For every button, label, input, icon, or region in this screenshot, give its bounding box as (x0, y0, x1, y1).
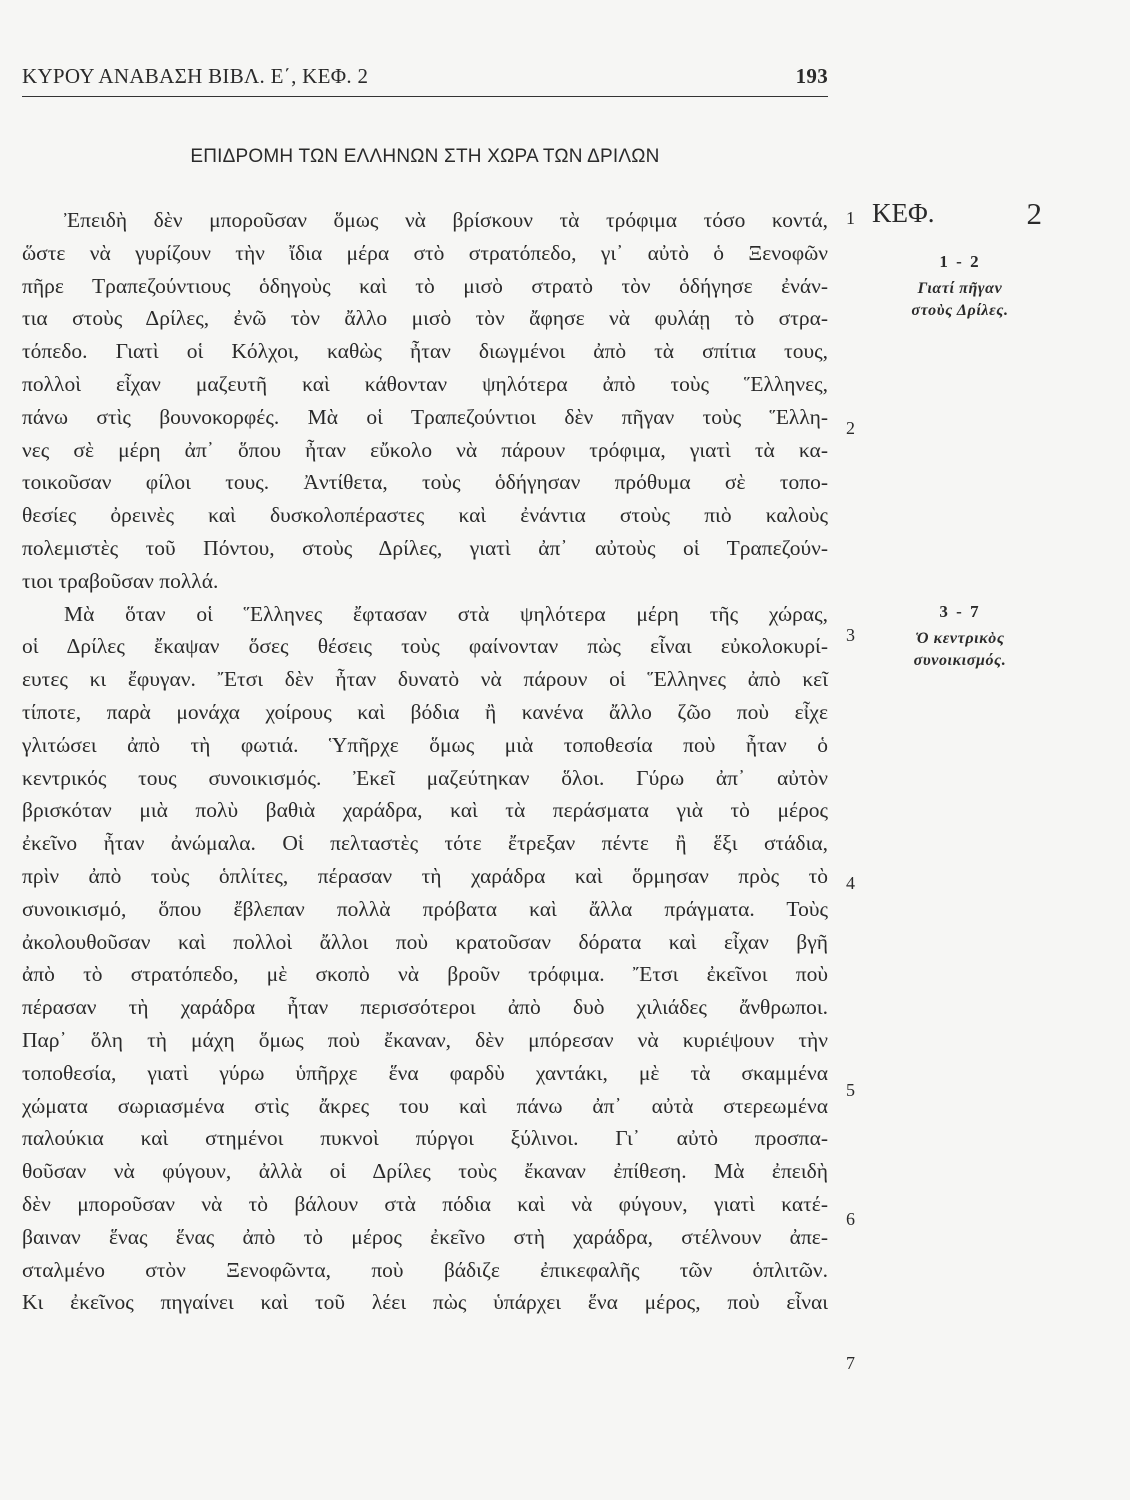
text-line: θοῦσαν νὰ φύγουν, ἀλλὰ οἱ Δρίλες τοὺς ἔκαναν ἐπίθεση. Μὰ ἐπειδὴ (22, 1159, 828, 1184)
section-number: 6 (846, 1209, 855, 1229)
text-line: συνοικισμό, ὅπου ἔβλεπαν πολλὰ πρόβατα καὶ ἄλλα πράγματα. Τοὺς (22, 896, 828, 921)
text-line: Κι ἐκεῖνος πηγαίνει καὶ τοῦ λέει πὼς ὑπάρχει ἕνα μέρος, ποὺ εἶναι (22, 1290, 828, 1315)
text-line: τια στοὺς Δρίλες, ἐνῶ τὸν ἄλλο μισὸ τὸν ἄφησε νὰ φυλάῃ τὸ στρα- (22, 306, 828, 331)
text-line: πέρασαν τὴ χαράδρα ἦταν περισσότεροι ἀπὸ δυὸ χιλιάδες ἄνθρωποι. (22, 995, 828, 1020)
text-line: Ἐπειδὴ δὲν μποροῦσαν ὅμως νὰ βρίσκουν τὰ τρόφιμα τόσο κοντά, (64, 208, 828, 232)
text-line: τοποθεσία, γιατὶ γύρω ὑπῆρχε ἕνα φαρδὺ χαντάκι, μὲ τὰ σκαμμένα (22, 1060, 828, 1085)
text-line: τοικοῦσαν φίλοι τους. Ἀντίθετα, τοὺς ὁδήγησαν πρόθυμα σὲ τοπο- (22, 470, 828, 495)
chapter-marker (872, 198, 1052, 229)
chapter-title: ΕΠΙΔΡΟΜΗ ΤΩΝ ΕΛΛΗΝΩΝ ΣΤΗ ΧΩΡΑ ΤΩΝ ΔΡΙΛΩΝ (190, 146, 660, 167)
page-number: 193 (795, 64, 828, 88)
margin-note (860, 252, 1060, 322)
chapter-label: ΚΕΦ. (872, 198, 935, 228)
text-line: δὲν μποροῦσαν νὰ τὸ βάλουν στὰ πόδια καὶ νὰ φύγουν, γιατὶ κατέ- (22, 1192, 828, 1216)
section-number: 3 (846, 625, 855, 645)
section-number: 1 (846, 208, 855, 228)
text-line: Παρ᾽ ὅλη τὴ μάχη ὅμως ποὺ ἔκαναν, δὲν μπόρεσαν νὰ κυριέψουν τὴν (22, 1028, 828, 1052)
header-rule (22, 96, 828, 97)
text-line: πολλοὶ εἶχαν μαζευτῆ καὶ κάθονταν ψηλότερα ἀπὸ τοὺς Ἕλληνες, (22, 372, 828, 396)
text-line: βαιναν ἕνας ἕνας ἀπὸ τὸ μέρος ἐκεῖνο στὴ χαράδρα, στέλνουν ἀπε- (22, 1224, 828, 1249)
text-line: χώματα σωριασμένα στὶς ἄκρες του καὶ πάνω ἀπ᾽ αὐτὰ στερεωμένα (22, 1093, 828, 1118)
section-number: 2 (846, 418, 855, 438)
margin-note (860, 602, 1060, 672)
margin-note-line: Ὁ κεντρικὸς (915, 630, 1005, 647)
text-line: πολεμιστὲς τοῦ Πόντου, στοὺς Δρίλες, γιατὶ ἀπ᾽ αὐτοὺς οἱ Τραπεζούν- (22, 536, 828, 560)
section-number: 4 (846, 873, 855, 893)
text-line: θεσίες ὀρεινὲς καὶ δυσκολοπέραστες καὶ ἐνάντια στοὺς πιὸ καλοὺς (22, 503, 828, 528)
text-line: ευτες κι ἔφυγαν. Ἔτσι δὲν ἦταν δυνατὸ νὰ πάρουν οἱ Ἕλληνες ἀπὸ κεῖ (22, 667, 828, 692)
text-line: κεντρικός τους συνοικισμός. Ἐκεῖ μαζεύτηκαν ὅλοι. Γύρω ἀπ᾽ αὐτὸν (22, 765, 828, 790)
text-line: πάνω στὶς βουνοκορφές. Μὰ οἱ Τραπεζούντιοι δὲν πῆγαν τοὺς Ἕλλη- (22, 404, 828, 429)
text-line: τίποτε, παρὰ μονάχα χοίρους καὶ βόδια ἢ κανένα ἄλλο ζῶο ποὺ εἶχε (22, 700, 828, 724)
text-line: σταλμένο στὸν Ξενοφῶντα, ποὺ βάδιζε ἐπικεφαλῆς τῶν ὁπλιτῶν. (22, 1257, 828, 1282)
margin-note-range: 3 - 7 (939, 602, 981, 621)
section-number: 7 (846, 1353, 855, 1373)
margin-note-line: συνοικισμός. (913, 652, 1007, 669)
running-title: ΚΥΡΟΥ ΑΝΑΒΑΣΗ ΒΙΒΛ. Ε΄, ΚΕΦ. 2 (22, 64, 369, 88)
text-line: πῆρε Τραπεζούντιους ὁδηγοὺς καὶ τὸ μισὸ στρατὸ τὸν ὁδήγησε ἐνάν- (22, 273, 828, 298)
section-number: 5 (846, 1080, 855, 1100)
text-line: τόπεδο. Γιατὶ οἱ Κόλχοι, καθὼς ἦταν διωγμένοι ἀπὸ τὰ σπίτια τους, (22, 339, 828, 364)
text-line (22, 1352, 828, 1385)
text-line: οἱ Δρίλες ἔκαψαν ὅσες θέσεις τοὺς φαίνονταν πὼς εἶναι εὐκολοκυρί- (22, 634, 828, 659)
margin-note-line: στοὺς Δρίλες. (911, 302, 1009, 319)
running-head (22, 64, 828, 90)
text-line: ἀκολουθοῦσαν καὶ πολλοὶ ἄλλοι ποὺ κρατοῦσαν δόρατα καὶ εἶχαν βγῆ (22, 929, 828, 954)
text-line: ἀπὸ τὸ στρατόπεδο, μὲ σκοπὸ νὰ βροῦν τρόφιμα. Ἔτσι ἐκεῖνοι ποὺ (22, 962, 828, 987)
margin-note-range: 1 - 2 (939, 252, 981, 271)
text-line: βρισκόταν μιὰ πολὺ βαθιὰ χαράδρα, καὶ τὰ περάσματα γιὰ τὸ μέρος (22, 798, 828, 823)
text-line: Μὰ ὅταν οἱ Ἕλληνες ἔφτασαν στὰ ψηλότερα μέρη τῆς χώρας, (64, 601, 828, 626)
text-line: ὥστε νὰ γυρίζουν τὴν ἴδια μέρα στὸ στρατόπεδο, γι᾽ αὐτὸ ὁ Ξενοφῶν (22, 240, 828, 265)
text-line: τιοι τραβοῦσαν πολλά. (22, 568, 219, 593)
margin-note-line: Γιατί πῆγαν (917, 280, 1003, 297)
text-line: νες σὲ μέρη ἀπ᾽ ὅπου ἦταν εὔκολο νὰ πάρουν τρόφιμα, γιατὶ τὰ κα- (22, 437, 828, 462)
text-line: γλιτώσει ἀπὸ τὴ φωτιά. Ὑπῆρχε ὅμως μιὰ τοποθεσία ποὺ ἦταν ὁ (22, 732, 828, 757)
text-line: πρὶν ἀπὸ τοὺς ὁπλίτες, πέρασαν τὴ χαράδρα καὶ ὅρμησαν πρὸς τὸ (22, 864, 828, 888)
text-line (22, 1319, 828, 1352)
text-line: παλούκια καὶ στημένοι πυκνοὶ πύργοι ξύλινοι. Γι᾽ αὐτὸ προσπα- (22, 1126, 828, 1151)
chapter-number: 2 (1026, 196, 1042, 231)
text-line: ἐκεῖνο ἦταν ἀνώμαλα. Οἱ πελταστὲς τότε ἔτρεξαν πέντε ἢ ἕξι στάδια, (22, 831, 828, 856)
